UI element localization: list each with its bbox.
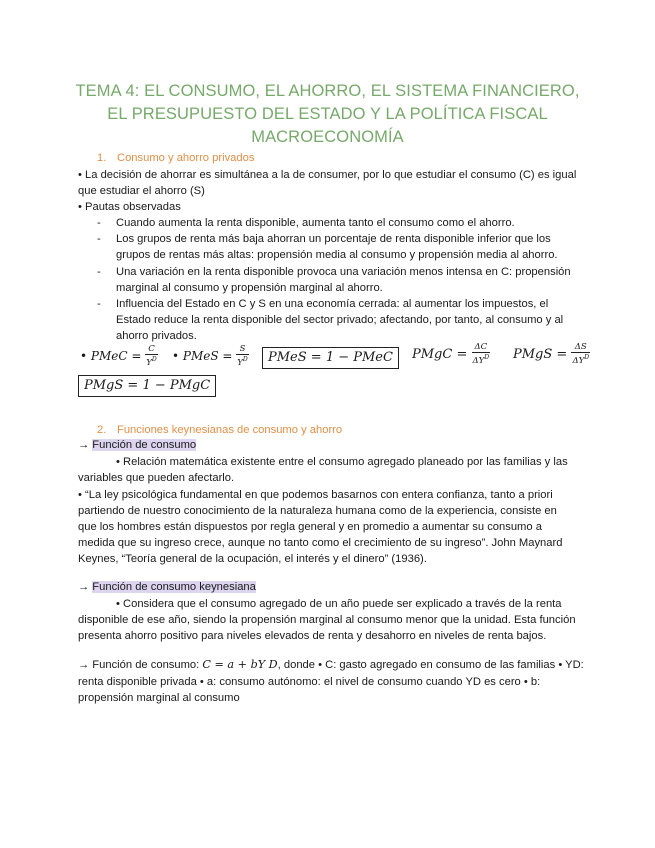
s2-quote-line-2: partiendo de nuestro conocimiento de la naturaleza humana como de la experiencia, consiste en — [78, 505, 557, 517]
s1-bullet-4-line-3: ahorro privados. — [116, 330, 197, 342]
formula-pmes-boxed: PMeS = 1 − PMeC — [262, 347, 399, 369]
title-line-3: MACROECONOMÍA — [251, 128, 404, 146]
pmgc-fraction: $\frac{\Delta C}{\Delta Y^D}$ — [472, 342, 490, 366]
section-2-number: 2. — [97, 424, 107, 436]
s2-formula-line-1: → Función de consumo: C = a + bY D, donde • C: gasto agregado en consumo de las familias • YD: — [78, 658, 584, 671]
s1-bullet-4-line-1: Influencia del Estado en C y S en una economía cerrada: al aumentar los impuestos, el — [116, 298, 549, 310]
formula-pmgs-boxed: PMgS = 1 − PMgC — [78, 375, 216, 397]
title-line-1: TEMA 4: EL CONSUMO, EL AHORRO, EL SISTEMA FINANCIERO, — [75, 82, 580, 100]
section-1-title: Consumo y ahorro privados — [117, 152, 255, 164]
dash-bullet: - — [97, 217, 101, 229]
formula-pmes: • PMeS = $\frac{S}{Y^D}$ — [172, 344, 248, 368]
consumption-equation: C = a + bY D — [202, 658, 278, 671]
dash-bullet: - — [97, 298, 101, 310]
pmec-fraction: $\frac{C}{Y^D}$ — [146, 344, 157, 368]
s2-quote-line-1: • “La ley psicológica fundamental en que podemos basarnos con entera confianza, tanto a priori — [78, 489, 553, 501]
s2-keynes-line-3: presenta ahorro positivo para niveles elevados de renta y desahorro en niveles de renta bajos. — [78, 630, 547, 642]
formula-pmec: • PMeC = $\frac{C}{Y^D}$ — [80, 344, 157, 368]
formula-pmgs: PMgS = $\frac{\Delta S}{\Delta Y^D}$ — [513, 342, 590, 366]
s1-para-1-line-2: que estudiar el ahorro (S) — [78, 185, 205, 197]
s2-function-of-consumption: Función de consumo — [92, 439, 197, 451]
s2-formula-line-3: propensión marginal al consumo — [78, 692, 240, 704]
arrow-icon: → — [78, 581, 90, 593]
section-2-title: Funciones keynesianas de consumo y ahorro — [117, 424, 343, 436]
section-2-heading — [97, 423, 342, 438]
s1-bullet-2-line-2: grupos de rentas más altas: propensión media al consumo y propensión media al ahorro. — [116, 249, 558, 261]
s2-subheading-1 — [78, 437, 196, 453]
s1-para-1-line-1: • La decisión de ahorrar es simultánea a la de consumer, por lo que estudiar el consumo (C) es igual — [78, 169, 577, 181]
dash-bullet: - — [97, 233, 101, 245]
s1-bullet-3-line-2: marginal al consumo y propensión marginal al ahorro. — [116, 282, 383, 294]
pmes-fraction: $\frac{S}{Y^D}$ — [237, 344, 248, 368]
s2-keynes-line-2: disponible de ese año, siendo la propensión marginal al consumo menor que la unidad. Esta función — [78, 614, 576, 626]
s1-bullet-1: Cuando aumenta la renta disponible, aumenta tanto el consumo como el ahorro. — [116, 217, 515, 229]
s2-keynesian-function: Función de consumo keynesiana — [92, 581, 256, 593]
dash-bullet: - — [97, 266, 101, 278]
s1-bullet-2-line-1: Los grupos de renta más baja ahorran un porcentaje de renta disponible inferior que los — [116, 233, 551, 245]
title-line-2: EL PRESUPUESTO DEL ESTADO Y LA POLÍTICA FISCAL — [107, 105, 548, 123]
s2-quote-line-4: medida que su ingreso crece, aunque no tanto como el crecimiento de su ingreso”. John Maynard — [78, 537, 563, 549]
s1-bullet-3-line-1: Una variación en la renta disponible provoca una variación menos intensa en C: propensión — [116, 266, 571, 278]
s2-quote-line-3: que los hombres están dispuestos por regla general y en promedio a aumentar su consumo a — [78, 521, 542, 533]
s1-para-2: • Pautas observadas — [78, 201, 181, 213]
section-1-heading — [97, 151, 254, 166]
s2-subheading-2 — [78, 579, 256, 595]
s1-bullet-4-line-2: Estado reduce la renta disponible del sector privado; afectando, por tanto, al consumo y al — [116, 314, 564, 326]
s2-para-1-line-1: • Relación matemática existente entre el consumo agregado planeado por las familias y las — [116, 456, 568, 468]
s2-para-1-line-2: variables que pueden afectarlo. — [78, 472, 235, 484]
pmgs-fraction: $\frac{\Delta S}{\Delta Y^D}$ — [572, 342, 590, 366]
arrow-icon: → — [78, 439, 90, 451]
section-1-number: 1. — [97, 152, 107, 164]
s2-keynes-line-1: • Considera que el consumo agregado de un año puede ser explicado a través de la renta — [116, 598, 562, 610]
formula-pmgc: PMgC = $\frac{\Delta C}{\Delta Y^D}$ — [412, 342, 490, 366]
s2-formula-line-2: renta disponible privada • a: consumo autónomo: el nivel de consumo cuando YD es cero • b: — [78, 676, 541, 688]
s2-quote-line-5: Keynes, “Teoría general de la ocupación, el interés y el dinero” (1936). — [78, 553, 427, 565]
